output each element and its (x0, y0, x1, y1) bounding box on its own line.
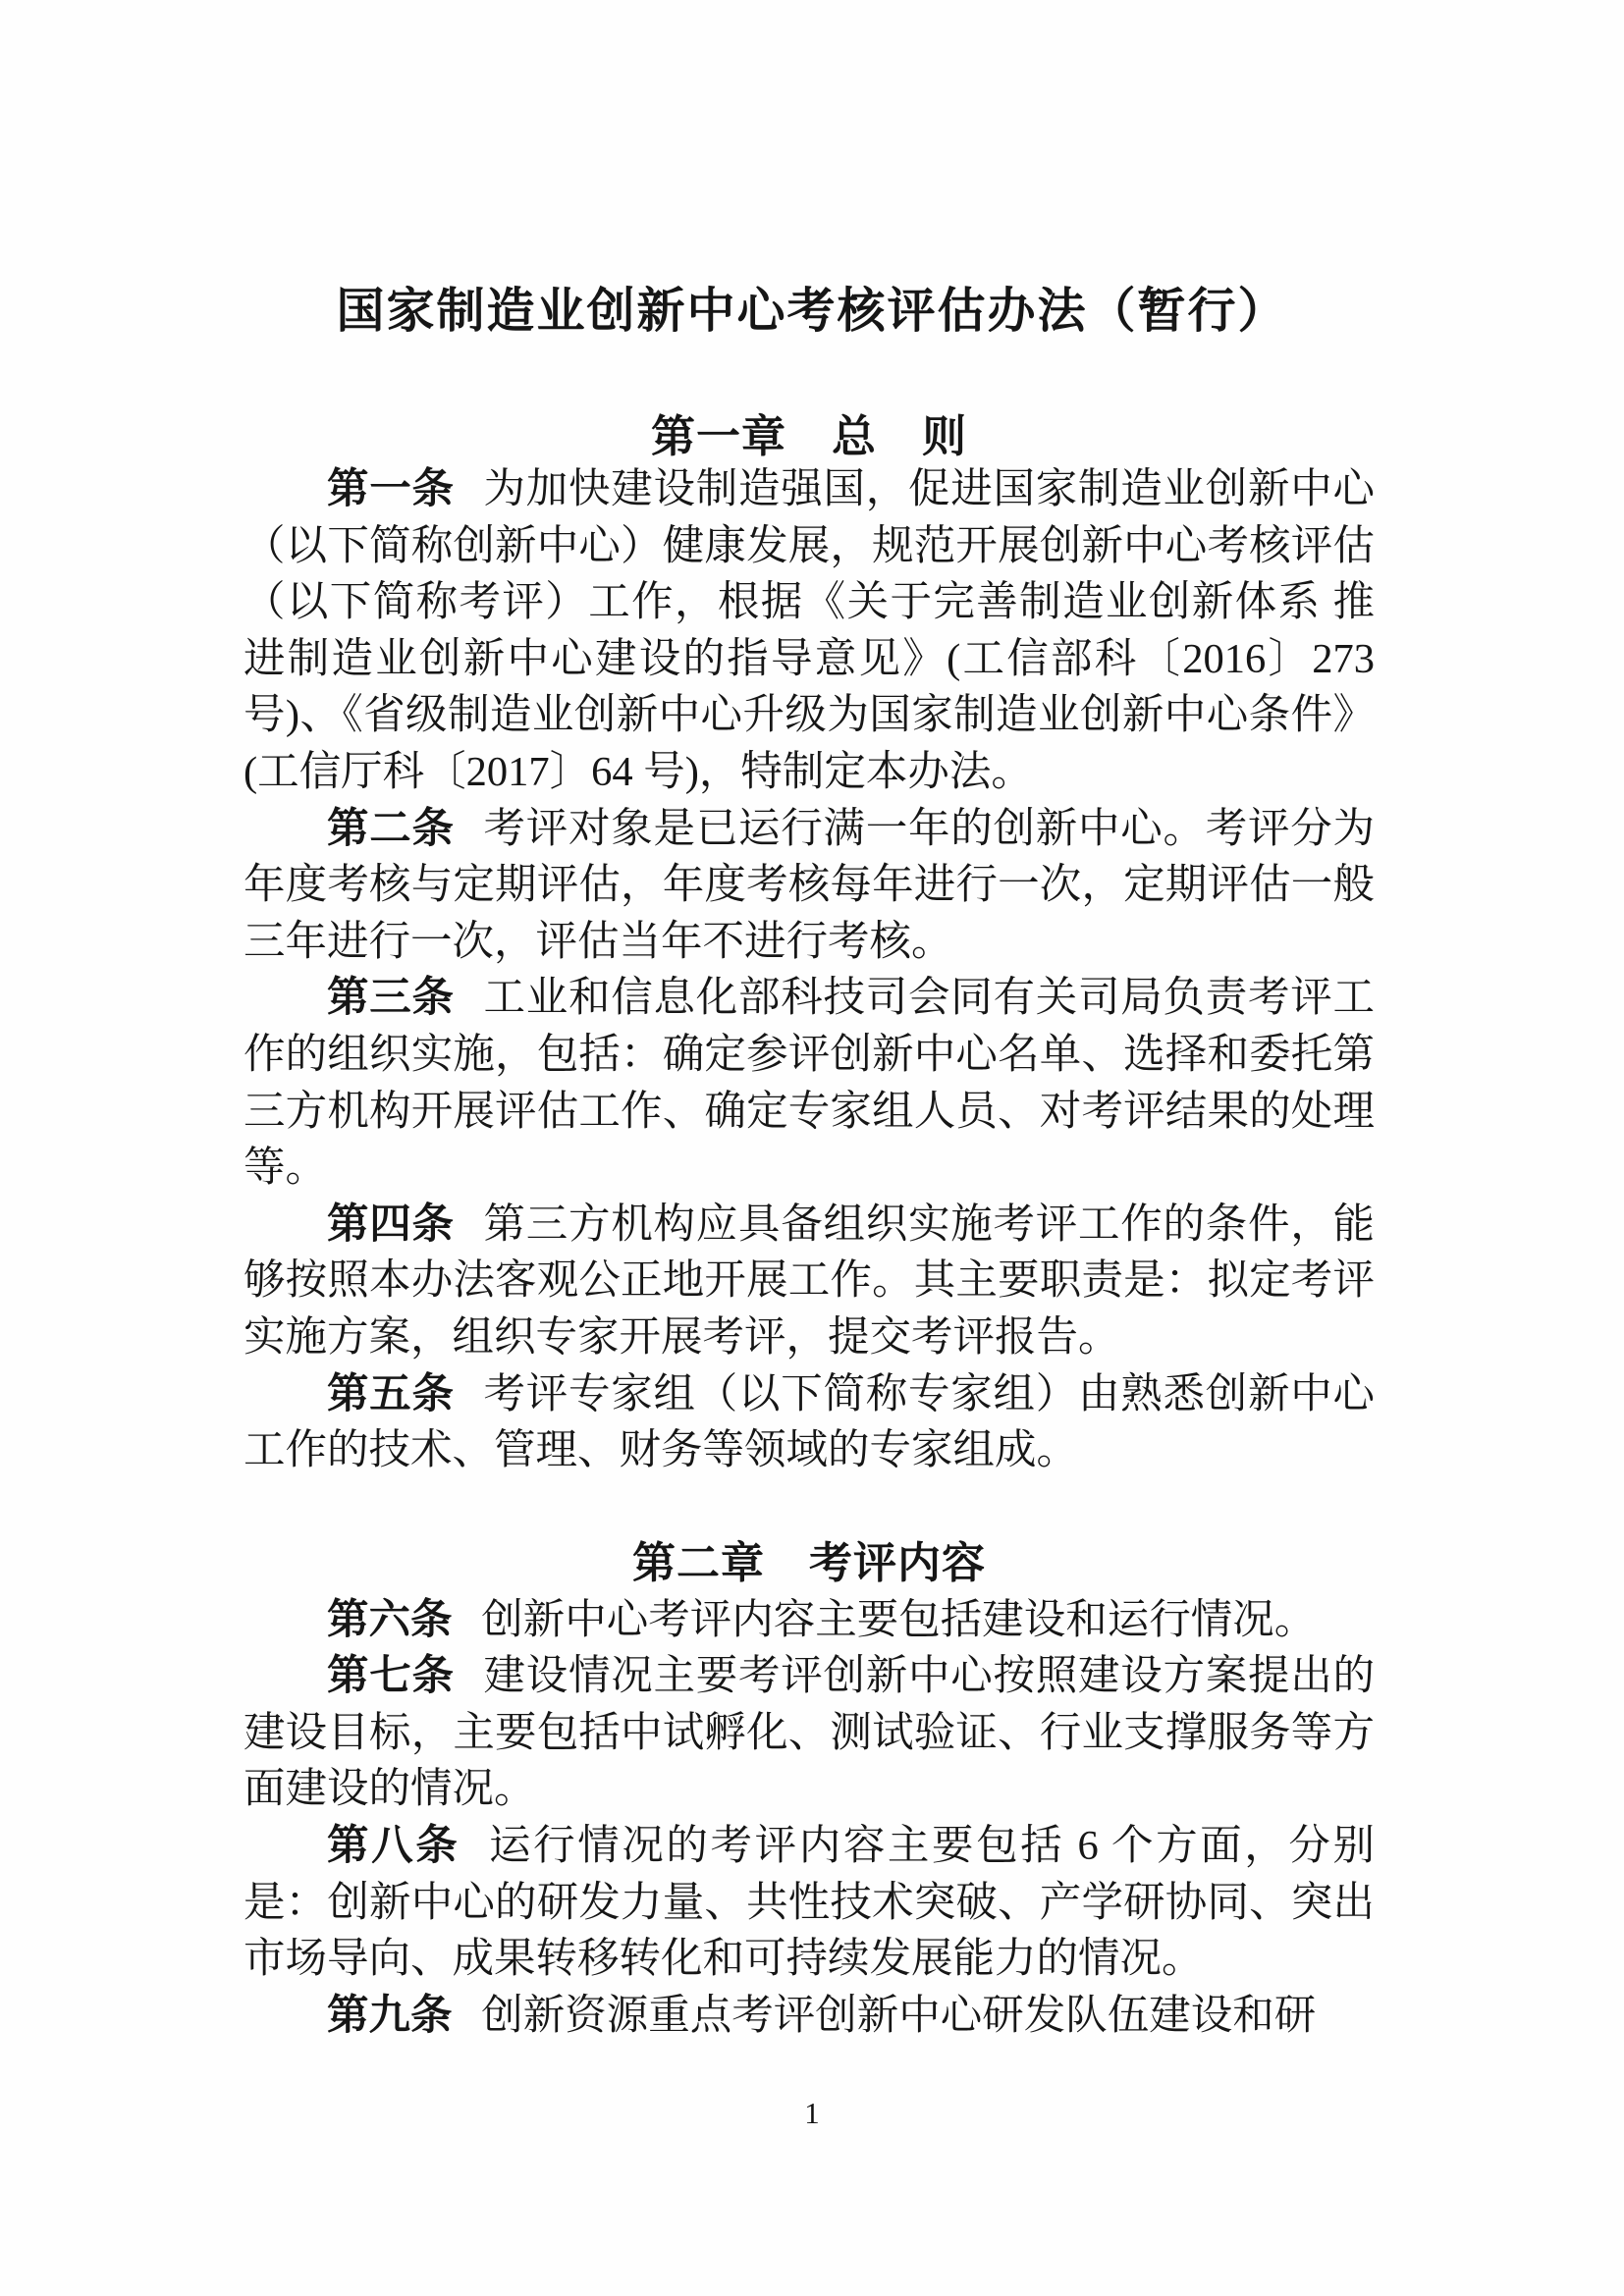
article-paragraph (244, 461, 1375, 801)
article-2-text: 考评对象是已运行满一年的创新中心。考评分为年度考核与定期评估，年度考核每年进行一次，定期评估一般三年进行一次，评估当年不进行考核。 (244, 805, 1375, 965)
chapter-2-heading: 第二章 考评内容 (632, 1538, 986, 1587)
document-title: 国家制造业创新中心考核评估办法（暂行） (336, 284, 1288, 338)
article-9-label: 第九条 (327, 1992, 453, 2039)
article-1-text: 为加快建设制造强国，促进国家制造业创新中心（以下简称创新中心）健康发展，规范开展创新中心考核评估（以下简称考评）工作，根据《关于完善制造业创新体系 推进制造业创新中心建设的指导意见》(工信部科〔2016〕273 号)、《省级制造业创新中心升级为国家制造业创新中心条件》(工信厅科〔2017〕64 号)，特制定本办法。 (244, 466, 1375, 795)
article-3-label: 第三条 (327, 975, 455, 1022)
article-5-label: 第五条 (327, 1370, 455, 1417)
article-8-label: 第八条 (327, 1823, 460, 1870)
page-number: 1 (804, 2096, 820, 2130)
article-7-label: 第七条 (327, 1653, 455, 1700)
article-paragraph (244, 1818, 1375, 1988)
article-paragraph (244, 1366, 1375, 1479)
article-3-text: 工业和信息化部科技司会同有关司局负责考评工作的组织实施，包括：确定参评创新中心名单、选择和委托第三方机构开展评估工作、确定专家组人员、对考评结果的处理等。 (244, 975, 1375, 1192)
article-paragraph (244, 801, 1375, 971)
article-paragraph (244, 1988, 1375, 2045)
article-5-text: 考评专家组（以下简称专家组）由熟悉创新中心工作的技术、管理、财务等领域的专家组成。 (244, 1370, 1375, 1474)
article-4-text: 第三方机构应具备组织实施考评工作的条件，能够按照本办法客观公正地开展工作。其主要职责是：拟定考评实施方案，组织专家开展考评，提交考评报告。 (244, 1201, 1375, 1361)
chapter-1-heading: 第一章 总 则 (650, 412, 967, 461)
article-6-text: 创新中心考评内容主要包括建设和运行情况。 (481, 1596, 1317, 1643)
article-7-text: 建设情况主要考评创新中心按照建设方案提出的建设目标，主要包括中试孵化、测试验证、行业支撑服务等方面建设的情况。 (244, 1653, 1375, 1813)
article-paragraph (244, 970, 1375, 1196)
article-paragraph (244, 1648, 1375, 1818)
article-1-label: 第一条 (327, 466, 455, 512)
article-paragraph (244, 1197, 1375, 1366)
article-paragraph (244, 1592, 1375, 1649)
document-body (244, 412, 1375, 2044)
article-9-text: 创新资源重点考评创新中心研发队伍建设和研 (481, 1992, 1317, 2039)
article-4-label: 第四条 (327, 1201, 455, 1248)
article-2-label: 第二条 (327, 805, 455, 852)
article-6-label: 第六条 (327, 1596, 453, 1643)
article-8-text: 运行情况的考评内容主要包括 6 个方面，分别是：创新中心的研发力量、共性技术突破、产学研协同、突出市场导向、成果转移转化和可持续发展能力的情况。 (244, 1823, 1375, 1983)
